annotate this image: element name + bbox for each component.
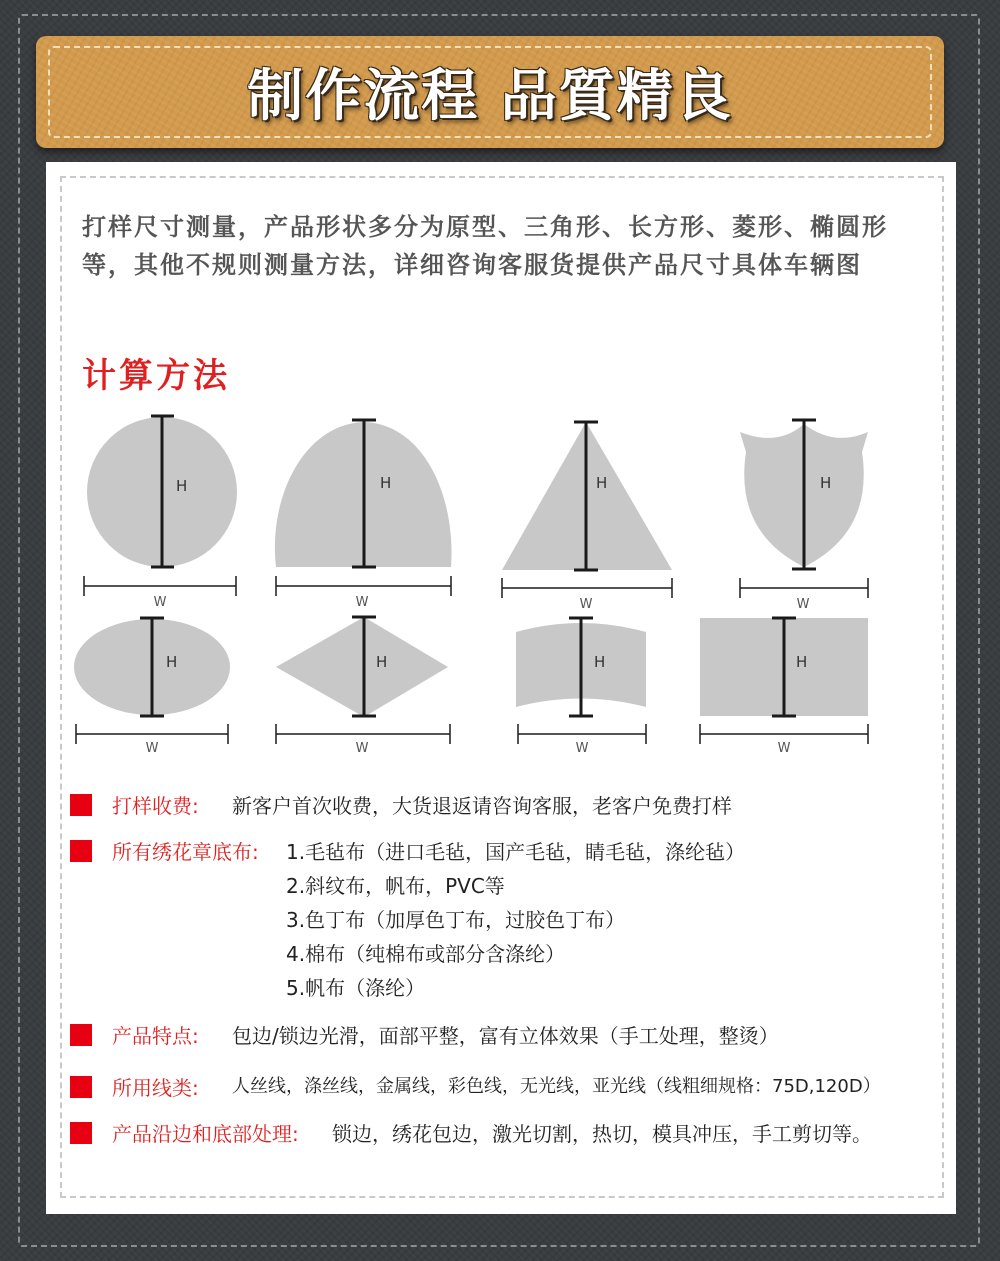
height-label: H [796,653,808,671]
width-label: W [575,741,589,756]
fabrics-label: 所有绣花章底布: [112,840,259,864]
bullet-square [70,840,92,862]
width-label: W [777,741,791,756]
height-label: H [376,653,388,671]
threads-label: 所用线类: [112,1076,199,1100]
fabric-item: 3.色丁布（加厚色丁布，过胶色丁布） [286,908,626,932]
threads-value: 人丝线，涤丝线，金属线，彩色线，无光线，亚光线（线粗细规格：75D,120D） [232,1076,881,1097]
section-title: 计算方法 [82,356,230,396]
bullet-square [70,1122,92,1144]
width-label: W [579,597,593,612]
width-label: W [355,741,369,756]
height-label: H [380,474,392,492]
intro-text: 打样尺寸测量，产品形状多分为原型、三角形、长方形、菱形、椭圆形等，其他不规则测量方法，详细咨询客服货提供产品尺寸具体车辆图 [82,213,888,279]
height-label: H [176,477,188,495]
measurement-diagram [46,402,956,762]
bullet-square [70,1024,92,1046]
bullet-square [70,1076,92,1098]
height-label: H [166,653,178,671]
fabric-item: 1.毛毡布（进口毛毡，国产毛毡，睛毛毡，涤纶毡） [286,840,746,864]
banner-title: 制作流程 品質精良 [247,64,733,129]
width-label: W [153,595,167,610]
product-info [46,782,956,1162]
width-label: W [355,595,369,610]
fabric-item: 2.斜纹布，帆布，PVC等 [286,874,505,898]
title-banner [36,36,944,148]
fabric-item: 4.棉布（纯棉布或部分含涤纶） [286,942,566,966]
width-label: W [796,597,810,612]
height-label: H [596,474,608,492]
edges-value: 锁边，绣花包边，激光切割，热切，模具冲压，手工剪切等。 [332,1122,872,1146]
edges-label: 产品沿边和底部处理: [112,1122,299,1146]
features-value: 包边/锁边光滑，面部平整，富有立体效果（手工处理，整烫） [232,1024,779,1048]
width-label: W [145,741,159,756]
diamond-shape [276,617,448,717]
height-label: H [820,474,832,492]
sample-fee-label: 打样收费: [112,794,199,818]
sample-fee-value: 新客户首次收费，大货退返请咨询客服，老客户免费打样 [232,794,732,818]
features-label: 产品特点: [112,1024,199,1048]
fabric-item: 5.帆布（涤纶） [286,976,426,1000]
content-panel [46,162,956,1214]
bullet-square [70,794,92,816]
height-label: H [594,653,606,671]
